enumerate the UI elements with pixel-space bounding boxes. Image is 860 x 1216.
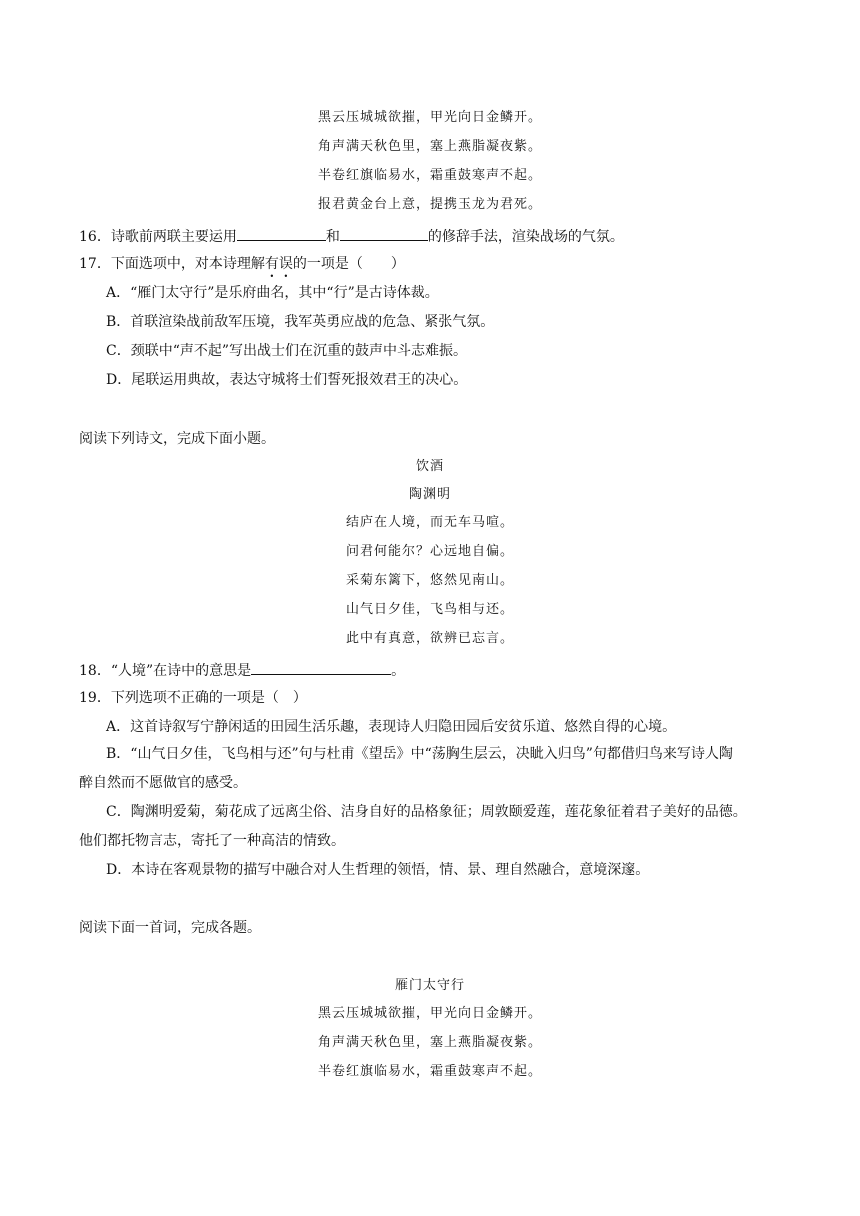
answer-blank[interactable] bbox=[251, 660, 391, 675]
question-text: 18．“人境”在诗中的意思是 bbox=[79, 663, 252, 679]
option-c-continued: 他们都托物言志，寄托了一种高洁的情致。 bbox=[79, 833, 345, 849]
emphasis-char: 误 bbox=[278, 256, 293, 272]
option-b: B．首联渲染战前敌军压境，我军英勇应战的危急、紧张气氛。 bbox=[106, 314, 495, 330]
poem-line: 黑云压城城欲摧，甲光向日金鳞开。 bbox=[317, 1006, 542, 1021]
option-c: C．颈联中“声不起”写出战士们在沉重的鼓声中斗志难振。 bbox=[106, 343, 468, 359]
poem-line: 结庐在人境，而无车马喧。 bbox=[345, 515, 514, 530]
poem-line: 采菊东篱下，悠然见南山。 bbox=[345, 573, 514, 588]
option-c: C．陶渊明爱菊，菊花成了远离尘俗、洁身自好的品格象征；周敦颐爱莲，莲花象征着君子美好的品德。 bbox=[106, 804, 747, 820]
option-a: A．这首诗叙写宁静闲适的田园生活乐趣，表现诗人归隐田园后安贫乐道、悠然自得的心境。 bbox=[106, 719, 677, 735]
poem-line: 问君何能尔？心远地自偏。 bbox=[345, 544, 514, 559]
answer-blank[interactable] bbox=[237, 226, 326, 241]
question-text: 的修辞手法，渲染战场的气氛。 bbox=[427, 229, 624, 245]
poem-title: 饮酒 bbox=[415, 459, 444, 474]
section-intro: 阅读下列诗文，完成下面小题。 bbox=[79, 431, 275, 447]
poem-line: 黑云压城城欲摧，甲光向日金鳞开。 bbox=[317, 110, 542, 125]
option-d: D．本诗在客观景物的描写中融合对人生哲理的领悟，情、景、理自然融合，意境深邃。 bbox=[106, 862, 650, 878]
question-text: 17．下面选项中，对本诗理解 bbox=[79, 256, 265, 272]
poem-author: 陶渊明 bbox=[408, 487, 451, 502]
question-16 bbox=[79, 226, 624, 246]
option-d: D．尾联运用典故，表达守城将士们誓死报效君王的决心。 bbox=[106, 372, 468, 388]
question-19-stem: 19．下列选项不正确的一项是（ ） bbox=[79, 690, 307, 706]
option-b: B．“山气日夕佳，飞鸟相与还”句与杜甫《望岳》中“荡胸生层云，决眦入归鸟”句都借归鸟来写诗人陶 bbox=[106, 746, 733, 762]
poem-line: 角声满天秋色里，塞上燕脂凝夜紫。 bbox=[317, 1035, 542, 1050]
poem-line: 此中有真意，欲辨已忘言。 bbox=[345, 631, 514, 646]
poem-line: 角声满天秋色里，塞上燕脂凝夜紫。 bbox=[317, 139, 542, 154]
question-text: 的一项是（ ） bbox=[292, 256, 405, 272]
emphasis-char: 有 bbox=[264, 256, 279, 272]
option-b-continued: 醉自然而不愿做官的感受。 bbox=[79, 775, 247, 791]
question-text: 和 bbox=[325, 229, 340, 245]
question-18 bbox=[79, 660, 405, 680]
option-a: A．“雁门太守行”是乐府曲名，其中“行”是古诗体裁。 bbox=[106, 285, 439, 301]
poem-line: 山气日夕佳，飞鸟相与还。 bbox=[345, 602, 514, 617]
question-17-stem bbox=[79, 255, 405, 273]
poem-line: 半卷红旗临易水，霜重鼓寒声不起。 bbox=[317, 1064, 542, 1079]
question-text: 16．诗歌前两联主要运用 bbox=[79, 229, 237, 245]
poem-title: 雁门太守行 bbox=[394, 978, 465, 993]
section-intro: 阅读下面一首词，完成各题。 bbox=[79, 920, 261, 936]
question-text: 。 bbox=[391, 663, 406, 679]
poem-line: 半卷红旗临易水，霜重鼓寒声不起。 bbox=[317, 168, 542, 183]
answer-blank[interactable] bbox=[340, 226, 428, 241]
poem-line: 报君黄金台上意，提携玉龙为君死。 bbox=[317, 197, 542, 212]
